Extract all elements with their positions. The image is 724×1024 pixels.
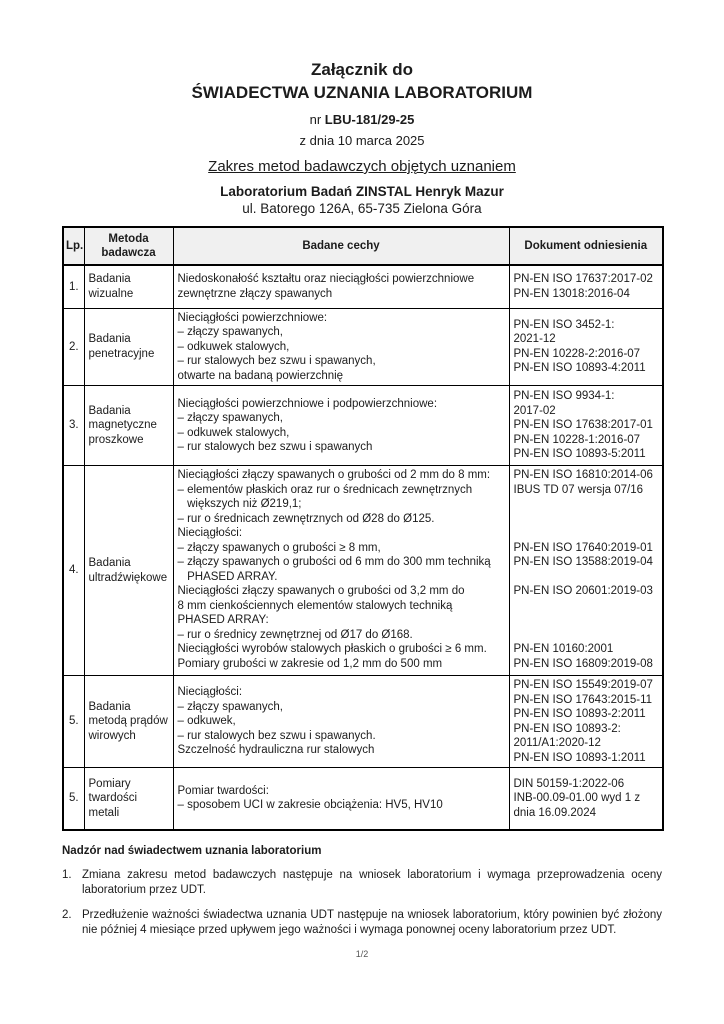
features-cell: Nieciągłości powierzchniowe i podpowierzchniowe: – złączy spawanych, – odkuwek stalowych, – rur stalowych bez szwu i spawanych [173,386,509,466]
scope-heading: Zakres metod badawczych objętych uznaniem [208,158,516,175]
doc-title [62,58,662,104]
documents-cell: DIN 50159-1:2022-06 INB-00.09-01.00 wyd 1 z dnia 16.09.2024 [509,768,663,830]
method-cell: Badania penetracyjne [84,308,173,386]
documents-cell: PN-EN ISO 17637:2017-02 PN-EN 13018:2016-04 [509,265,663,308]
doc-title-line2: ŚWIADECTWA UZNANIA LABORATORIUM [191,83,533,102]
supervision-item-text: Zmiana zakresu metod badawczych następuje na wniosek laboratorium i wymaga przeprowadzenia oceny laboratorium przez UDT. [82,868,662,896]
column-header-features: Badane cechy [173,227,509,265]
doc-title-line1: Załącznik do [310,60,414,79]
row-number: 4. [63,466,84,676]
documents-cell: PN-EN ISO 3452-1: 2021-12 PN-EN 10228-2:2016-07 PN-EN ISO 10893-4:2011 [509,308,663,386]
row-number: 2. [63,308,84,386]
features-cell: Pomiar twardości: – sposobem UCI w zakresie obciążenia: HV5, HV10 [173,768,509,830]
table-row [63,265,663,308]
test-methods-table [62,226,664,831]
row-number: 1. [63,265,84,308]
method-cell: Badania metodą prądów wirowych [84,676,173,768]
supervision-heading: Nadzór nad świadectwem uznania laboratorium [62,844,322,857]
column-header-method: Metoda badawcza [84,227,173,265]
row-number: 3. [63,386,84,466]
supervision-item-text: Przedłużenie ważności świadectwa uznania UDT następuje na wniosek laboratorium, który powinien być złożony nie później 4 miesiące przed upływem jego ważności i wymaga ponownej oceny laboratorium przez UDT. [82,908,662,936]
supervision-item [62,908,662,939]
column-header-lp: Lp. [63,227,84,265]
table-row [63,466,663,676]
supervision-item-number: 1. [62,868,72,881]
table-row [63,386,663,466]
features-cell: Nieciągłości złączy spawanych o grubości od 2 mm do 8 mm: – elementów płaskich oraz rur o średnicach zewnętrznych większych niż Ø219,1; – rur o średnicach zewnętrznych od Ø28 do Ø125. Nieciągłości: – złączy spawanych o grubości ≥ 8 mm, – złączy spawanych o grubości od 6 mm do 300 mm techniką PHASED ARRAY. Nieciągłości złączy spawanych o grubości od 3,2 mm do 8 mm cienkościennych elementów stalowych techniką PHASED ARRAY: – rur o średnicy zewnętrznej od Ø17 do Ø168. Nieciągłości wyrobów stalowych płaskich o grubości ≥ 6 mm. Pomiary grubości w zakresie od 1,2 mm do 500 mm [173,466,509,676]
features-cell: Nieciągłości powierzchniowe: – złączy spawanych, – odkuwek stalowych, – rur stalowych bez szwu i spawanych, otwarte na badaną powierzchnię [173,308,509,386]
documents-cell: PN-EN ISO 16810:2014-06 IBUS TD 07 wersja 07/16 PN-EN ISO 17640:2019-01 PN-EN ISO 13588:2019-04 PN-EN ISO 20601:2019-03 PN-EN 10160:2001 PN-EN ISO 16809:2019-08 [509,466,663,676]
supervision-section [62,844,662,939]
documents-cell: PN-EN ISO 15549:2019-07 PN-EN ISO 17643:2015-11 PN-EN ISO 10893-2:2011 PN-EN ISO 10893-2: 2011/A1:2020-12 PN-EN ISO 10893-1:2011 [509,676,663,768]
page-number: 1/2 [355,949,369,959]
certificate-number-prefix: nr [309,112,325,127]
row-number: 5. [63,676,84,768]
method-cell: Badania ultradźwiękowe [84,466,173,676]
method-cell: Badania wizualne [84,265,173,308]
table-row [63,676,663,768]
column-header-documents: Dokument odniesienia [509,227,663,265]
table-row [63,308,663,386]
row-number: 5. [63,768,84,830]
features-cell: Nieciągłości: – złączy spawanych, – odkuwek, – rur stalowych bez szwu i spawanych. Szczelność hydrauliczna rur stalowych [173,676,509,768]
features-cell: Niedoskonałość kształtu oraz nieciągłości powierzchniowe zewnętrzne złączy spawanych [173,265,509,308]
certificate-number-line [62,111,662,129]
documents-cell: PN-EN ISO 9934-1: 2017-02 PN-EN ISO 17638:2017-01 PN-EN 10228-1:2016-07 PN-EN ISO 10893-5:2011 [509,386,663,466]
doc-header [62,58,662,217]
lab-name: Laboratorium Badań ZINSTAL Henryk Mazur [220,184,504,199]
supervision-item [62,868,662,899]
supervision-item-number: 2. [62,908,72,921]
certificate-number: LBU-181/29-25 [324,112,415,127]
method-cell: Badania magnetyczne proszkowe [84,386,173,466]
table-header-row [63,227,663,265]
issue-date: z dnia 10 marca 2025 [299,133,425,148]
lab-address: ul. Batorego 126A, 65-735 Zielona Góra [242,201,482,216]
method-cell: Pomiary twardości metali [84,768,173,830]
table-row [63,768,663,830]
